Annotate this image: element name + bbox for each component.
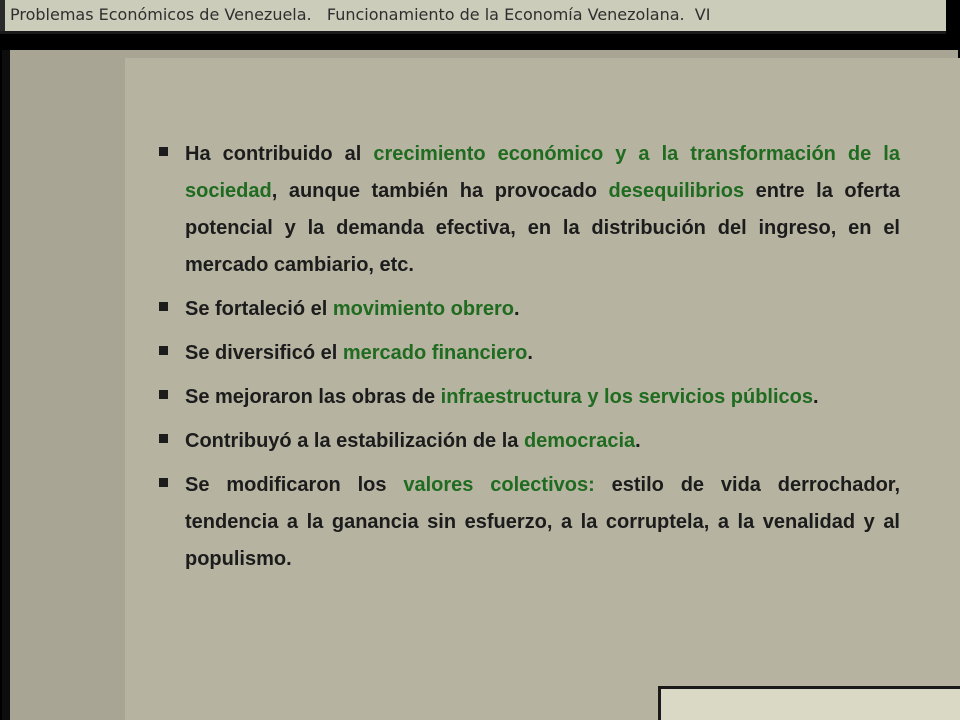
slide-title-bar xyxy=(0,0,946,34)
bullet-list xyxy=(157,136,900,585)
bullet-item xyxy=(157,467,900,578)
bullet-text: . xyxy=(527,342,533,364)
bullet-text: Se mejoraron las obras de xyxy=(185,386,441,408)
bullet-text: . xyxy=(635,430,641,452)
bullet-item xyxy=(157,379,900,416)
bullet-text: . xyxy=(513,298,520,320)
highlighted-text: desequilibrios xyxy=(608,180,745,202)
title-bar-accent xyxy=(0,0,5,31)
square-bullet-icon xyxy=(159,302,168,311)
square-bullet-icon xyxy=(159,147,168,156)
bullet-text: Se modificaron los xyxy=(185,474,404,496)
bullet-text: Se fortaleció el xyxy=(185,298,333,320)
square-bullet-icon xyxy=(159,434,168,443)
title-bar-shadow xyxy=(946,0,960,40)
footer-bar xyxy=(658,686,960,720)
highlighted-text: democracia xyxy=(523,430,636,452)
bullet-item xyxy=(157,423,900,460)
bullet-text: Ha contribuido al xyxy=(185,143,374,165)
bullet-item xyxy=(157,136,900,284)
slide-title: Problemas Económicos de Venezuela. Funcionamiento de la Economía Venezolana. VI xyxy=(10,5,711,24)
highlighted-text: movimiento obrero xyxy=(332,298,514,320)
bullet-text: , aunque también ha provocado xyxy=(271,180,609,202)
bullet-text: Contribuyó a la estabilización de la xyxy=(185,430,524,452)
bullet-text: estilo de vida derrochador, tendencia a la ganancia sin esfuerzo, a la corruptela, a la venalidad y al populismo. xyxy=(185,474,901,570)
square-bullet-icon xyxy=(159,390,168,399)
left-edge-shadow xyxy=(2,50,10,720)
highlighted-text: crecimiento económico y a la transformación de la sociedad xyxy=(185,143,900,202)
highlighted-text: infraestructura y los servicios públicos xyxy=(440,386,814,408)
highlighted-text: valores colectivos: xyxy=(403,474,595,496)
bullet-item xyxy=(157,291,900,328)
square-bullet-icon xyxy=(159,478,168,487)
bullet-text: . xyxy=(813,386,819,408)
highlighted-text: mercado financiero xyxy=(342,342,528,364)
bullet-text: entre la oferta potencial y la demanda efectiva, en la distribución del ingreso, en el mercado cambiario, etc. xyxy=(185,180,900,276)
bullet-text: Se diversificó el xyxy=(185,342,343,364)
square-bullet-icon xyxy=(159,346,168,355)
bullet-item xyxy=(157,335,900,372)
